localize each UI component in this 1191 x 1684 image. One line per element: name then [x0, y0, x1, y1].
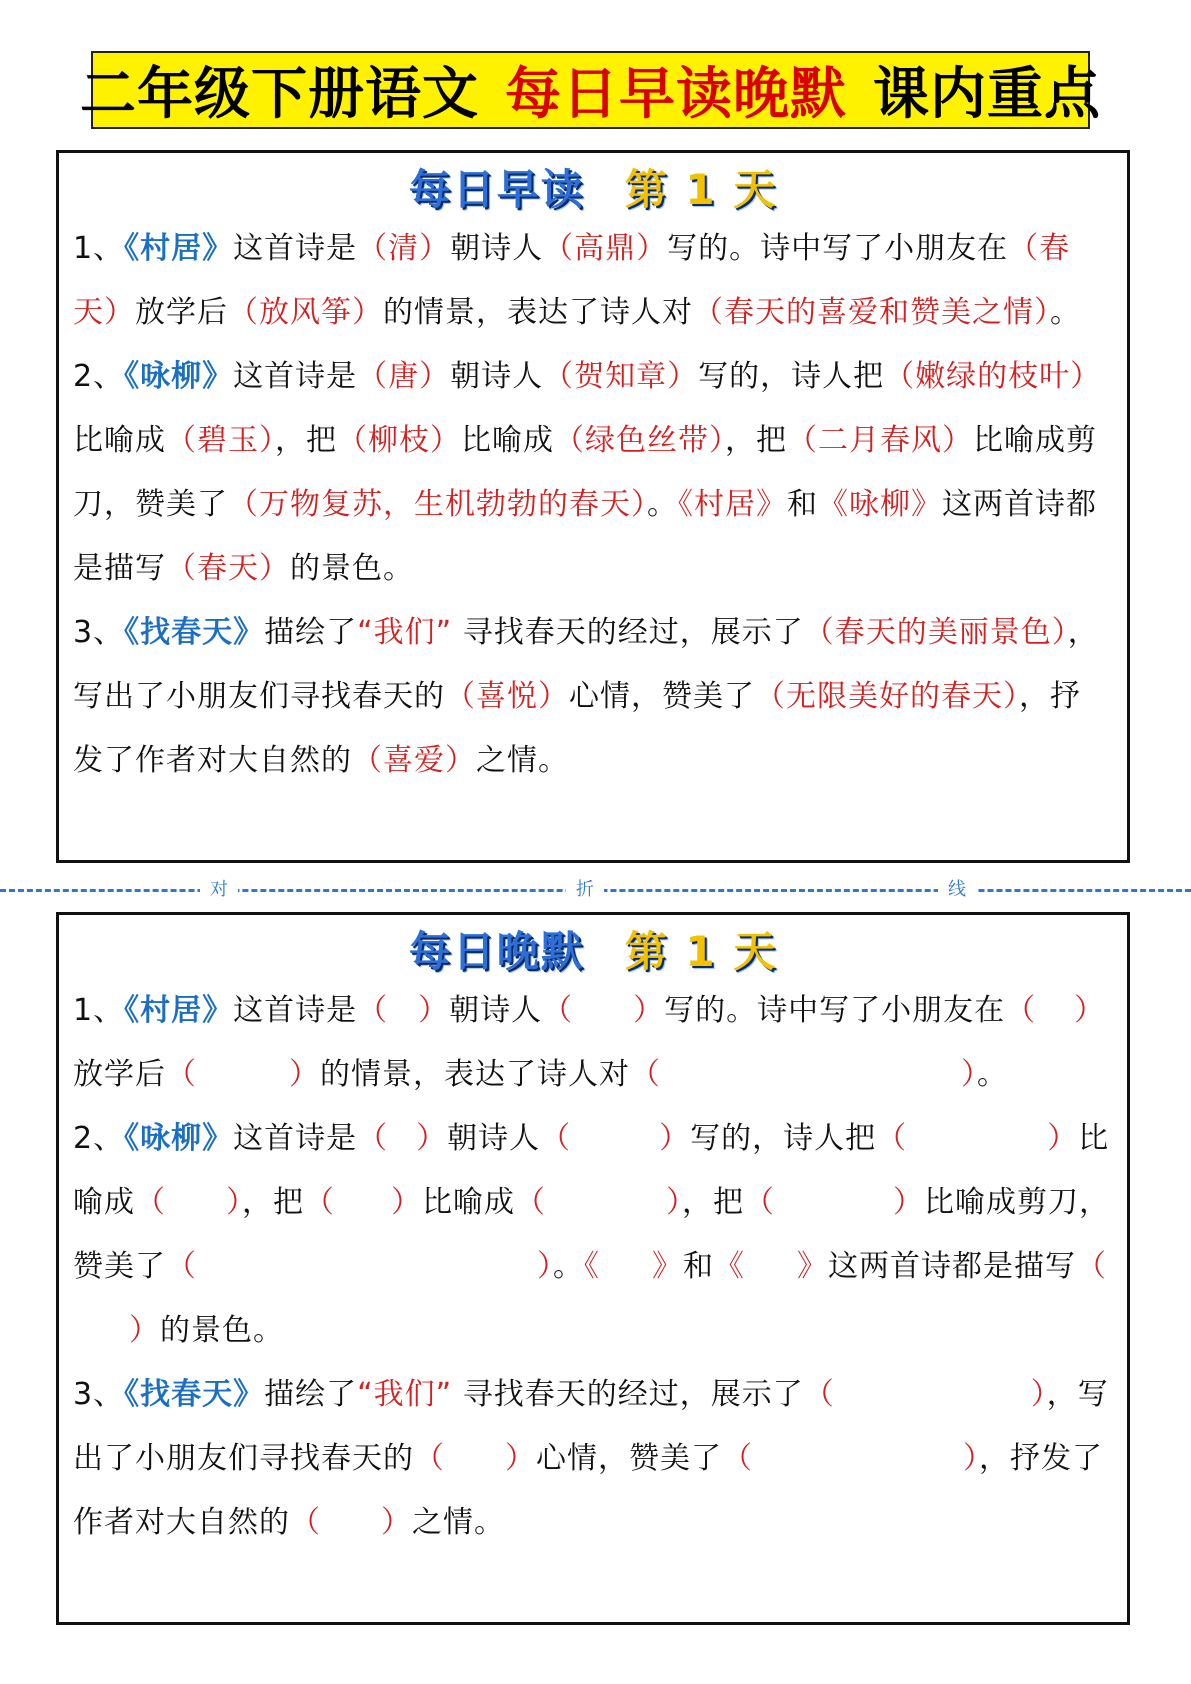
text: 之情。 — [476, 743, 569, 778]
poem-title: 《咏柳》 — [124, 359, 234, 394]
text: 心情，赞美了 — [536, 1441, 722, 1476]
poem-title: 《村居》 — [124, 993, 234, 1028]
text: 这首诗是 — [233, 359, 358, 394]
morning-content — [59, 217, 1127, 793]
answer: 《村居》 — [678, 487, 787, 522]
q-number: 1、 — [73, 231, 125, 266]
text: 和 — [787, 487, 818, 522]
morning-day: 第 1 天 — [624, 165, 778, 214]
text: 寻找春天的经过，展示了 — [452, 615, 804, 650]
text: 这两首诗都是描写 — [73, 487, 1097, 586]
answer: 唐 — [388, 359, 420, 394]
evening-dictation-box — [56, 912, 1130, 1625]
text: 的景色。 — [160, 1313, 284, 1348]
text: 比喻成 — [73, 423, 166, 458]
answer: 无限美好的春天 — [786, 679, 1003, 714]
evening-section-title — [59, 925, 1127, 979]
poem-title: 《找春天》 — [124, 615, 265, 650]
text: 。 — [647, 487, 678, 522]
answer: 二月春风 — [818, 423, 942, 458]
evening-q2: 2、《咏柳》这首诗是（ ）朝诗人（ ）写的，诗人把（ ）比喻成（ ），把（ ）比喻成（ ），把（ ）比喻成剪刀，赞美了（ ）。《 》和《 》这两首诗都是描写（）的景色。 — [73, 1121, 1110, 1348]
answer: 《咏柳》 — [818, 487, 942, 522]
answer: 春天 — [197, 551, 259, 586]
text: 朝诗人 — [447, 1121, 541, 1156]
poem-title: 《咏柳》 — [124, 1121, 234, 1156]
fold-label-2: 折 — [566, 878, 604, 902]
text: 这两首诗都是描写 — [828, 1249, 1076, 1284]
morning-section-title — [59, 163, 1127, 217]
evening-content — [59, 979, 1127, 1555]
text: 比喻成剪刀，赞美了 — [73, 423, 1097, 522]
answer: 柳枝 — [368, 423, 430, 458]
q-number: 3、 — [73, 1377, 125, 1412]
text: 比喻成 — [422, 1185, 515, 1220]
answer: “我们” — [357, 615, 453, 650]
text: 。 — [977, 1057, 1008, 1092]
answer: 清 — [388, 231, 420, 266]
text: 写的。诗中写了小朋友在 — [667, 231, 1009, 266]
text: 描绘了 — [264, 1377, 358, 1412]
title-key-points: 课内重点 — [873, 62, 1101, 127]
text: 。 — [553, 1249, 584, 1284]
text: 的情景，表达了诗人对 — [320, 1057, 630, 1092]
page-title-banner — [80, 51, 1101, 129]
q-number: 2、 — [73, 359, 125, 394]
text: 描绘了 — [264, 615, 358, 650]
answer: 万物复苏，生机勃勃的春天 — [259, 487, 631, 522]
morning-reading-box — [56, 150, 1130, 863]
morning-title: 每日早读 — [408, 165, 585, 214]
fold-line — [0, 878, 1191, 902]
evening-day: 第 1 天 — [624, 927, 778, 976]
text: 这首诗是 — [233, 231, 358, 266]
answer: 喜爱 — [383, 743, 445, 778]
poem-title: 《找春天》 — [124, 1377, 265, 1412]
evening-q3: 3、《找春天》描绘了“我们” 寻找春天的经过，展示了（ ），写出了小朋友们寻找春天的（ ）心情，赞美了（ ），抒发了作者对大自然的（ ）之情。 — [73, 1377, 1109, 1540]
morning-q1: 1、《村居》这首诗是（清）朝诗人（高鼎）写的。诗中写了小朋友在（春天）放学后（放风筝）的情景，表达了诗人对（春天的喜爱和赞美之情）。 — [73, 231, 1081, 330]
title-daily-reading: 每日早读晚默 — [505, 62, 847, 127]
answer: 高鼎 — [574, 231, 637, 266]
text: ，写出了小朋友们寻找春天的 — [73, 1377, 1109, 1476]
text: 朝诗人 — [449, 993, 543, 1028]
answer: 绿色丝带 — [585, 423, 709, 458]
text: 放学后 — [135, 295, 228, 330]
text: 和 — [683, 1249, 714, 1284]
text: 比喻成 — [461, 423, 554, 458]
poem-title: 《村居》 — [124, 231, 234, 266]
title-grade: 二年级下册语文 — [80, 62, 479, 127]
text: 朝诗人 — [450, 359, 544, 394]
morning-q2: 2、《咏柳》这首诗是（唐）朝诗人（贺知章）写的，诗人把（嫩绿的枝叶）比喻成（碧玉），把（柳枝）比喻成（绿色丝带），把（二月春风）比喻成剪刀，赞美了（万物复苏，生机勃勃的春天）。《村居》和《咏柳》这两首诗都是描写（春天）的景色。 — [73, 359, 1102, 586]
q-number: 2、 — [73, 1121, 125, 1156]
answer: 嫩绿的枝叶 — [915, 359, 1071, 394]
answer: 春天的美丽景色 — [834, 615, 1052, 650]
text: 比喻成剪刀，赞美了 — [73, 1185, 1110, 1284]
q-number: 1、 — [73, 993, 125, 1028]
fold-label-3: 线 — [938, 878, 976, 902]
q-number: 3、 — [73, 615, 125, 650]
text: 写的，诗人把 — [690, 1121, 877, 1156]
text: ，把 — [275, 423, 337, 458]
text: 写的。诗中写了小朋友在 — [664, 993, 1006, 1028]
text: ，抒发了作者对大自然的 — [73, 679, 1081, 778]
answer: 春天 — [73, 231, 1071, 330]
text: 朝诗人 — [450, 231, 544, 266]
text: 寻找春天的经过，展示了 — [452, 1377, 804, 1412]
answer: 春天的喜爱和赞美之情 — [724, 295, 1034, 330]
text: ，把 — [682, 1185, 744, 1220]
text: 这首诗是 — [233, 993, 358, 1028]
quote: “我们” — [357, 1377, 453, 1412]
text: 的景色。 — [290, 551, 414, 586]
text: ，把 — [242, 1185, 304, 1220]
text: 放学后 — [73, 1057, 166, 1092]
text: 。 — [1050, 295, 1081, 330]
text: 之情。 — [412, 1505, 505, 1540]
evening-q1: 1、《村居》这首诗是（ ）朝诗人（ ）写的。诗中写了小朋友在（ ）放学后（ ）的情景，表达了诗人对（ ）。 — [73, 993, 1106, 1092]
answer: 喜悦 — [476, 679, 538, 714]
evening-title: 每日晚默 — [408, 927, 585, 976]
morning-q3: 3、《找春天》描绘了“我们” 寻找春天的经过，展示了（春天的美丽景色），写出了小朋友们寻找春天的（喜悦）心情，赞美了（无限美好的春天），抒发了作者对大自然的（喜爱）之情。 — [73, 615, 1099, 778]
text: 的情景，表达了诗人对 — [383, 295, 693, 330]
text: 心情，赞美了 — [569, 679, 755, 714]
text: ，抒发了作者对大自然的 — [73, 1441, 1103, 1540]
answer: 贺知章 — [574, 359, 668, 394]
text: 比喻成 — [73, 1121, 1110, 1220]
answer: 放风筝 — [259, 295, 352, 330]
fold-label-1: 对 — [200, 878, 238, 902]
text: ，写出了小朋友们寻找春天的 — [73, 615, 1099, 714]
answer: 碧玉 — [197, 423, 259, 458]
text: 写的，诗人把 — [698, 359, 885, 394]
text: 这首诗是 — [233, 1121, 358, 1156]
text: ，把 — [725, 423, 787, 458]
